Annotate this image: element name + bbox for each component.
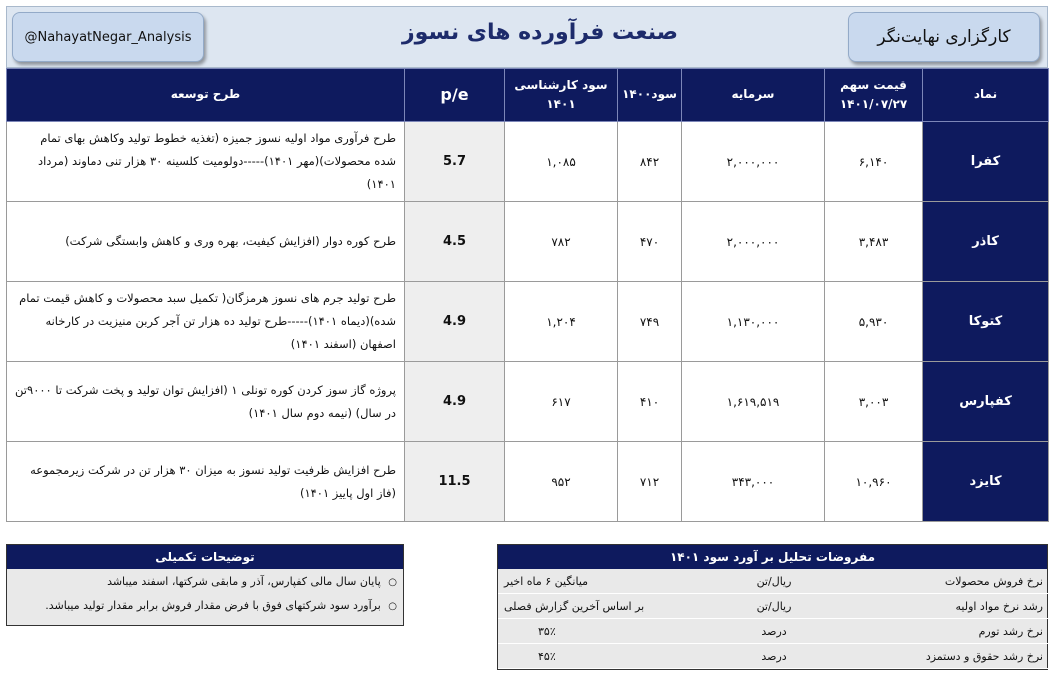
cell-expert-profit: ۱,۰۸۵: [505, 122, 618, 202]
assumptions-title: مفروضات تحلیل بر آورد سود ۱۴۰۱: [498, 545, 1047, 569]
cell-profit1400: ۴۷۰: [618, 202, 682, 282]
note-item: [7, 569, 403, 593]
bullet-icon: ○: [388, 577, 397, 588]
cell-symbol: کاذر: [923, 202, 1049, 282]
assumption-unit: ریال/تن: [709, 594, 839, 619]
cell-profit1400: ۸۴۲: [618, 122, 682, 202]
assumption-unit: درصد: [709, 619, 839, 644]
col-profit1400: سود۱۴۰۰: [618, 69, 682, 122]
col-price: [825, 69, 923, 122]
cell-capital: ۳۴۳,۰۰۰: [682, 442, 825, 522]
col-symbol: نماد: [923, 69, 1049, 122]
handle-badge: [12, 12, 204, 62]
table-row: [7, 202, 1049, 282]
assumptions-table: [498, 569, 1049, 669]
assumption-unit: ریال/تن: [709, 569, 839, 594]
col-plan: طرح توسعه: [7, 69, 405, 122]
companies-table: [6, 68, 1049, 522]
col-pe: p/e: [405, 69, 505, 122]
cell-pe: 4.9: [405, 362, 505, 442]
notes-title: توضیحات تکمیلی: [7, 545, 403, 569]
assumption-label: رشد نرخ مواد اولیه: [839, 594, 1049, 619]
brand-text: کارگزاری نهایت‌نگر: [877, 27, 1011, 47]
cell-symbol: کفپارس: [923, 362, 1049, 442]
cell-pe: 4.9: [405, 282, 505, 362]
cell-price: ۱۰,۹۶۰: [825, 442, 923, 522]
assumption-label: نرخ فروش محصولات: [839, 569, 1049, 594]
assumption-row: [498, 619, 1049, 644]
assumption-value: بر اساس آخرین گزارش فصلی: [498, 594, 709, 619]
cell-capital: ۲,۰۰۰,۰۰۰: [682, 202, 825, 282]
cell-capital: ۱,۱۳۰,۰۰۰: [682, 282, 825, 362]
table-row: [7, 282, 1049, 362]
note-text: برآورد سود شرکتهای فوق با فرض مقدار فروش برابر مقدار تولید میباشد.: [45, 599, 381, 612]
table-row: [7, 362, 1049, 442]
note-text: پایان سال مالی کفپارس، آذر و مابقی شرکتها، اسفند میباشد: [107, 575, 381, 588]
cell-price: ۳,۰۰۳: [825, 362, 923, 442]
cell-plan: طرح کوره دوار (افزایش کیفیت، بهره وری و کاهش وابستگی شرکت): [7, 202, 405, 282]
cell-plan: طرح افزایش ظرفیت تولید نسوز به میزان ۳۰ هزار تن در شرکت زیرمجموعه (فاز اول پاییز ۱۴۰۱): [7, 442, 405, 522]
note-item: [7, 593, 403, 617]
col-capital: سرمایه: [682, 69, 825, 122]
brand-badge: [848, 12, 1040, 62]
col-price-date: ۱۴۰۱/۰۷/۲۷: [839, 97, 908, 111]
cell-symbol: کفرا: [923, 122, 1049, 202]
cell-symbol: کتوکا: [923, 282, 1049, 362]
table-header-row: [7, 69, 1049, 122]
assumption-value: ۳۵٪: [498, 619, 709, 644]
cell-pe: 4.5: [405, 202, 505, 282]
assumption-value: ۴۵٪: [498, 644, 709, 669]
cell-capital: ۲,۰۰۰,۰۰۰: [682, 122, 825, 202]
assumptions-panel: [497, 544, 1048, 670]
col-expert-profit: سود کارشناسی ۱۴۰۱: [505, 69, 618, 122]
assumption-label: نرخ رشد حقوق و دستمزد: [839, 644, 1049, 669]
cell-price: ۵,۹۳۰: [825, 282, 923, 362]
assumption-row: [498, 644, 1049, 669]
cell-expert-profit: ۶۱۷: [505, 362, 618, 442]
cell-profit1400: ۷۴۹: [618, 282, 682, 362]
page-title: صنعت فرآورده های نسوز: [402, 20, 678, 45]
cell-pe: 11.5: [405, 442, 505, 522]
cell-capital: ۱,۶۱۹,۵۱۹: [682, 362, 825, 442]
cell-price: ۳,۴۸۳: [825, 202, 923, 282]
cell-plan: پروژه گاز سوز کردن کوره تونلی ۱ (افزایش توان تولید و پخت شرکت تا ۹۰۰۰تن در سال) (نیمه دوم سال ۱۴۰۱): [7, 362, 405, 442]
cell-expert-profit: ۹۵۲: [505, 442, 618, 522]
table-row: [7, 122, 1049, 202]
cell-symbol: کایزد: [923, 442, 1049, 522]
cell-plan: طرح تولید جرم های نسوز هرمزگان( تکمیل سبد محصولات و کاهش قیمت تمام شده)(دیماه ۱۴۰۱)-----طرح تولید ده هزار تن آجر کربن منیزیت در کارخانه اصفهان (اسفند ۱۴۰۱): [7, 282, 405, 362]
cell-profit1400: ۴۱۰: [618, 362, 682, 442]
cell-pe: 5.7: [405, 122, 505, 202]
cell-expert-profit: ۱,۲۰۴: [505, 282, 618, 362]
notes-panel: [6, 544, 404, 626]
bullet-icon: ○: [388, 601, 397, 612]
cell-profit1400: ۷۱۲: [618, 442, 682, 522]
handle-text: @NahayatNegar_Analysis: [24, 29, 192, 45]
assumption-value: میانگین ۶ ماه اخیر: [498, 569, 709, 594]
cell-expert-profit: ۷۸۲: [505, 202, 618, 282]
assumption-unit: درصد: [709, 644, 839, 669]
assumption-row: [498, 569, 1049, 594]
table-row: [7, 442, 1049, 522]
assumption-row: [498, 594, 1049, 619]
assumption-label: نرخ رشد تورم: [839, 619, 1049, 644]
cell-plan: طرح فرآوری مواد اولیه نسوز جمیزه (تغذیه خطوط تولید وکاهش بهای تمام شده محصولات)(مهر ۱۴۰۱)-----دولومیت کلسینه ۳۰ هزار تنی دماوند (مرداد ۱۴۰۱): [7, 122, 405, 202]
cell-price: ۶,۱۴۰: [825, 122, 923, 202]
col-price-label: قیمت سهم: [840, 77, 907, 92]
